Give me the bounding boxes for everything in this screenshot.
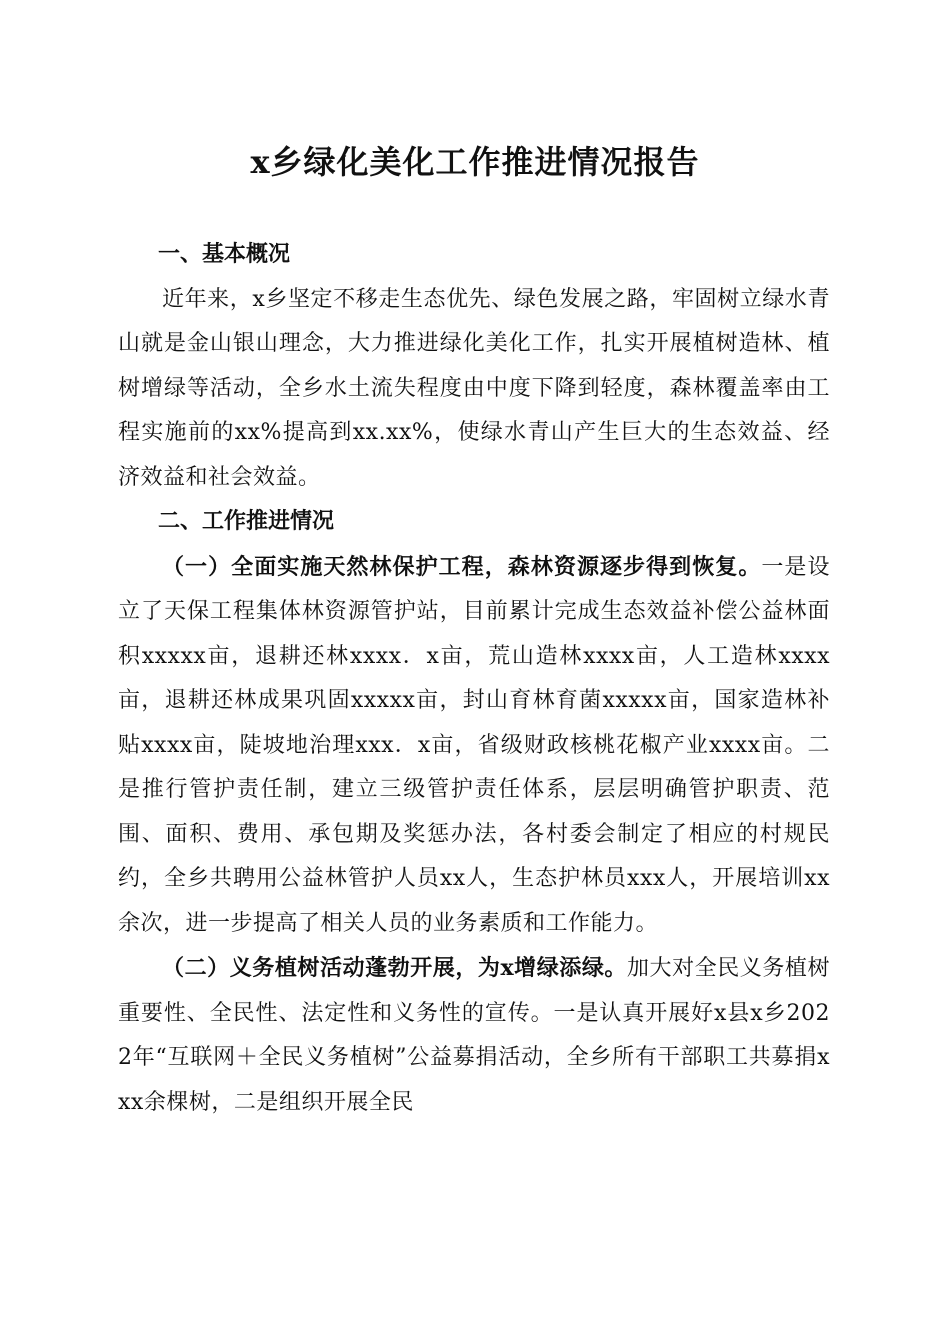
- progress-paragraph-2: [118, 946, 830, 1125]
- forest-protection-text: 一是设立了天保工程集体林资源管护站，目前累计完成生态效益补偿公益林面积xxxxx亩，退耕还林xxxx．x亩，荒山造林xxxx亩，人工造林xxxx亩，退耕还林成果巩固xxxxx亩，封山育林育菌xxxxx亩，国家造林补贴xxxx亩，陡坡地治理xxx．x亩，省级财政核桃花椒产业xxxx亩。二是推行管护责任制，建立三级管护责任体系，层层明确管护职责、范围、面积、费用、承包期及奖惩办法，各村委会制定了相应的村规民约，全乡共聘用公益林管护人员xx人，生态护林员xxx人，开展培训xx余次，进一步提高了相关人员的业务素质和工作能力。: [118, 554, 830, 936]
- progress-paragraph-1: [118, 545, 830, 947]
- subsection-heading-tree-planting: （二）义务植树活动蓬勃开展，为x增绿添绿。: [162, 955, 627, 981]
- section-heading-progress: 二、工作推进情况: [158, 509, 335, 534]
- section-heading-overview: 一、基本概况: [158, 242, 291, 267]
- overview-paragraph: 近年来，x乡坚定不移走生态优先、绿色发展之路，牢固树立绿水青山就是金山银山理念，大力推进绿化美化工作，扎实开展植树造林、植树增绿等活动，全乡水土流失程度由中度下降到轻度，森林覆盖率由工程实施前的xx%提高到xx.xx%，使绿水青山产生巨大的生态效益、经济效益和社会效益。: [118, 286, 830, 490]
- subsection-heading-forest-protection: （一）全面实施天然林保护工程，森林资源逐步得到恢复。: [162, 553, 762, 580]
- tree-planting-text: 加大对全民义务植树重要性、全民性、法定性和义务性的宣传。一是认真开展好x县x乡2022年“互联网＋全民义务植树”公益募捐活动，全乡所有干部职工共募捐xxx余棵树，二是组织开展全民: [118, 956, 830, 1115]
- document-title: x乡绿化美化工作推进情况报告: [250, 143, 700, 181]
- document-body: [118, 233, 830, 1125]
